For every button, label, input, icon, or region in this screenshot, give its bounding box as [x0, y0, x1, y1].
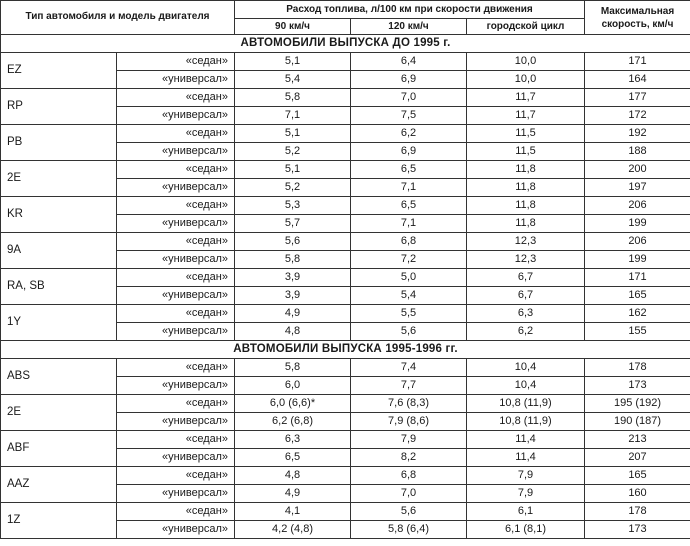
consumption-city: 10,8 (11,9) — [467, 395, 585, 413]
consumption-city: 11,8 — [467, 215, 585, 233]
body-type: «универсал» — [117, 377, 235, 395]
body-type: «универсал» — [117, 179, 235, 197]
consumption-90: 5,7 — [235, 215, 351, 233]
consumption-city: 6,7 — [467, 287, 585, 305]
consumption-90: 5,8 — [235, 359, 351, 377]
consumption-90: 3,9 — [235, 269, 351, 287]
consumption-120: 7,9 (8,6) — [351, 413, 467, 431]
consumption-120: 5,8 (6,4) — [351, 521, 467, 539]
body-type: «седан» — [117, 233, 235, 251]
max-speed: 162 — [585, 305, 690, 323]
consumption-120: 7,2 — [351, 251, 467, 269]
consumption-city: 11,5 — [467, 143, 585, 161]
table-row — [1, 53, 690, 71]
consumption-120: 5,4 — [351, 287, 467, 305]
max-speed: 160 — [585, 485, 690, 503]
consumption-120: 6,8 — [351, 467, 467, 485]
consumption-city: 11,7 — [467, 107, 585, 125]
body-type: «седан» — [117, 161, 235, 179]
consumption-90: 4,8 — [235, 467, 351, 485]
body-type: «универсал» — [117, 215, 235, 233]
header-model: Тип автомобиля и модель двигателя — [1, 1, 235, 35]
max-speed: 206 — [585, 233, 690, 251]
max-speed: 173 — [585, 521, 690, 539]
consumption-90: 5,8 — [235, 89, 351, 107]
consumption-90: 5,4 — [235, 71, 351, 89]
engine-model: ABF — [1, 431, 117, 467]
max-speed: 213 — [585, 431, 690, 449]
consumption-city: 10,4 — [467, 377, 585, 395]
max-speed: 171 — [585, 269, 690, 287]
consumption-90: 3,9 — [235, 287, 351, 305]
header-max-speed: Максимальная скорость, км/ч — [585, 1, 690, 35]
consumption-city: 11,4 — [467, 449, 585, 467]
engine-model: 9A — [1, 233, 117, 269]
table-row — [1, 305, 690, 323]
body-type: «универсал» — [117, 521, 235, 539]
body-type: «седан» — [117, 359, 235, 377]
max-speed: 206 — [585, 197, 690, 215]
max-speed: 199 — [585, 215, 690, 233]
table-row — [1, 467, 690, 485]
max-speed: 197 — [585, 179, 690, 197]
engine-model: 1Y — [1, 305, 117, 341]
consumption-120: 6,8 — [351, 233, 467, 251]
consumption-120: 7,0 — [351, 485, 467, 503]
max-speed: 173 — [585, 377, 690, 395]
max-speed: 155 — [585, 323, 690, 341]
engine-model: ABS — [1, 359, 117, 395]
consumption-90: 5,8 — [235, 251, 351, 269]
body-type: «универсал» — [117, 71, 235, 89]
body-type: «универсал» — [117, 287, 235, 305]
engine-model: PB — [1, 125, 117, 161]
max-speed: 178 — [585, 359, 690, 377]
table-row — [1, 197, 690, 215]
body-type: «универсал» — [117, 107, 235, 125]
body-type: «универсал» — [117, 413, 235, 431]
consumption-90: 7,1 — [235, 107, 351, 125]
consumption-120: 8,2 — [351, 449, 467, 467]
engine-model: AAZ — [1, 467, 117, 503]
table-row — [1, 503, 690, 521]
body-type: «универсал» — [117, 449, 235, 467]
body-type: «седан» — [117, 53, 235, 71]
engine-model: 2E — [1, 161, 117, 197]
consumption-90: 5,1 — [235, 161, 351, 179]
consumption-city: 11,8 — [467, 197, 585, 215]
table-row — [1, 359, 690, 377]
consumption-city: 6,1 (8,1) — [467, 521, 585, 539]
consumption-120: 6,9 — [351, 143, 467, 161]
consumption-city: 11,7 — [467, 89, 585, 107]
consumption-city: 11,8 — [467, 179, 585, 197]
max-speed: 165 — [585, 287, 690, 305]
table-row — [1, 125, 690, 143]
consumption-90: 5,1 — [235, 53, 351, 71]
consumption-120: 7,4 — [351, 359, 467, 377]
max-speed: 165 — [585, 467, 690, 485]
max-speed: 178 — [585, 503, 690, 521]
section-header-row — [1, 341, 690, 359]
consumption-90: 4,8 — [235, 323, 351, 341]
body-type: «седан» — [117, 197, 235, 215]
max-speed: 200 — [585, 161, 690, 179]
body-type: «седан» — [117, 467, 235, 485]
consumption-120: 5,6 — [351, 323, 467, 341]
header-city-cycle: городской цикл — [467, 19, 585, 35]
table-row — [1, 431, 690, 449]
max-speed: 207 — [585, 449, 690, 467]
consumption-city: 10,0 — [467, 71, 585, 89]
body-type: «седан» — [117, 125, 235, 143]
consumption-120: 7,7 — [351, 377, 467, 395]
body-type: «седан» — [117, 305, 235, 323]
consumption-120: 6,4 — [351, 53, 467, 71]
body-type: «универсал» — [117, 485, 235, 503]
section-header-row — [1, 35, 690, 53]
consumption-120: 7,1 — [351, 215, 467, 233]
consumption-city: 10,0 — [467, 53, 585, 71]
consumption-120: 7,0 — [351, 89, 467, 107]
consumption-120: 7,6 (8,3) — [351, 395, 467, 413]
consumption-city: 11,8 — [467, 161, 585, 179]
max-speed: 172 — [585, 107, 690, 125]
consumption-90: 4,2 (4,8) — [235, 521, 351, 539]
consumption-city: 11,4 — [467, 431, 585, 449]
table-row — [1, 395, 690, 413]
consumption-city: 6,7 — [467, 269, 585, 287]
max-speed: 190 (187) — [585, 413, 690, 431]
consumption-120: 6,5 — [351, 161, 467, 179]
consumption-city: 6,1 — [467, 503, 585, 521]
body-type: «универсал» — [117, 143, 235, 161]
section-title: АВТОМОБИЛИ ВЫПУСКА 1995-1996 гг. — [1, 341, 690, 359]
max-speed: 188 — [585, 143, 690, 161]
engine-model: 1Z — [1, 503, 117, 539]
consumption-city: 7,9 — [467, 485, 585, 503]
body-type: «седан» — [117, 503, 235, 521]
consumption-city: 11,5 — [467, 125, 585, 143]
engine-model: EZ — [1, 53, 117, 89]
engine-model: KR — [1, 197, 117, 233]
consumption-city: 10,8 (11,9) — [467, 413, 585, 431]
consumption-90: 6,2 (6,8) — [235, 413, 351, 431]
table-row — [1, 89, 690, 107]
consumption-90: 4,9 — [235, 485, 351, 503]
consumption-120: 5,5 — [351, 305, 467, 323]
max-speed: 164 — [585, 71, 690, 89]
consumption-90: 6,0 (6,6)* — [235, 395, 351, 413]
table-row — [1, 269, 690, 287]
consumption-90: 6,0 — [235, 377, 351, 395]
max-speed: 192 — [585, 125, 690, 143]
section-title: АВТОМОБИЛИ ВЫПУСКА ДО 1995 г. — [1, 35, 690, 53]
consumption-90: 4,1 — [235, 503, 351, 521]
header-90kmh: 90 км/ч — [235, 19, 351, 35]
consumption-90: 5,2 — [235, 179, 351, 197]
body-type: «седан» — [117, 89, 235, 107]
consumption-90: 6,3 — [235, 431, 351, 449]
consumption-120: 5,0 — [351, 269, 467, 287]
consumption-90: 5,1 — [235, 125, 351, 143]
consumption-120: 5,6 — [351, 503, 467, 521]
header-consumption: Расход топлива, л/100 км при скорости движения — [235, 1, 585, 19]
table-row — [1, 161, 690, 179]
consumption-city: 10,4 — [467, 359, 585, 377]
consumption-90: 6,5 — [235, 449, 351, 467]
body-type: «универсал» — [117, 323, 235, 341]
consumption-90: 5,3 — [235, 197, 351, 215]
consumption-120: 7,1 — [351, 179, 467, 197]
consumption-120: 6,9 — [351, 71, 467, 89]
max-speed: 177 — [585, 89, 690, 107]
table-row — [1, 233, 690, 251]
body-type: «универсал» — [117, 251, 235, 269]
consumption-city: 7,9 — [467, 467, 585, 485]
consumption-city: 6,2 — [467, 323, 585, 341]
engine-model: RA, SB — [1, 269, 117, 305]
consumption-120: 7,9 — [351, 431, 467, 449]
max-speed: 199 — [585, 251, 690, 269]
consumption-city: 12,3 — [467, 233, 585, 251]
body-type: «седан» — [117, 431, 235, 449]
consumption-city: 12,3 — [467, 251, 585, 269]
consumption-90: 4,9 — [235, 305, 351, 323]
consumption-90: 5,6 — [235, 233, 351, 251]
consumption-120: 6,5 — [351, 197, 467, 215]
engine-model: RP — [1, 89, 117, 125]
engine-model: 2E — [1, 395, 117, 431]
body-type: «седан» — [117, 395, 235, 413]
max-speed: 171 — [585, 53, 690, 71]
consumption-120: 6,2 — [351, 125, 467, 143]
body-type: «седан» — [117, 269, 235, 287]
table-body — [1, 35, 690, 539]
consumption-90: 5,2 — [235, 143, 351, 161]
max-speed: 195 (192) — [585, 395, 690, 413]
header-120kmh: 120 км/ч — [351, 19, 467, 35]
consumption-120: 7,5 — [351, 107, 467, 125]
consumption-city: 6,3 — [467, 305, 585, 323]
